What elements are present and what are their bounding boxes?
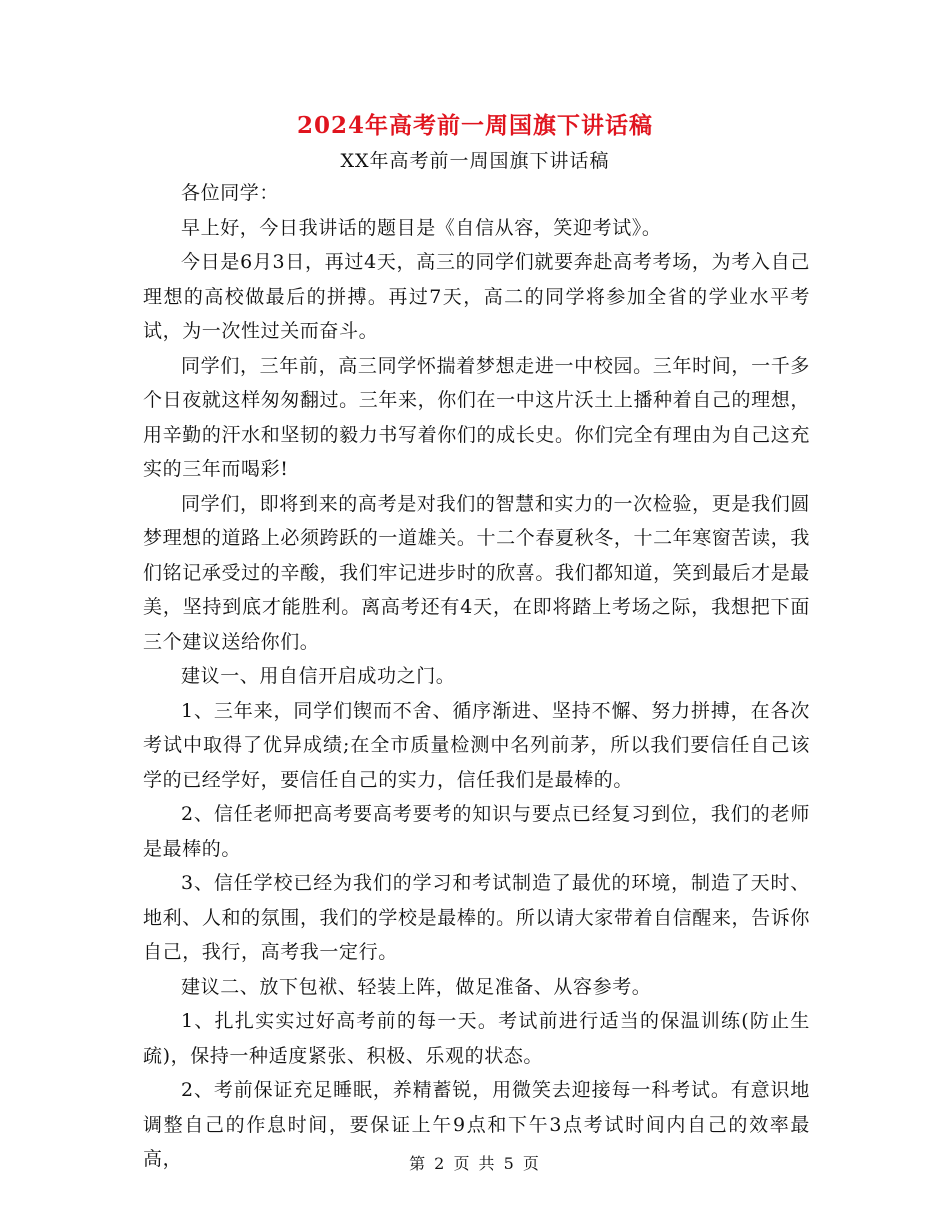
paragraph: 3、信任学校已经为我们的学习和考试制造了最优的环境，制造了天时、地利、人和的氛围，我们的学校是最棒的。所以请大家带着自信醒来，告诉你自己，我行，高考我一定行。 [143, 872, 810, 963]
paragraph: 今日是6月3日，再过4天，高三的同学们就要奔赴高考考场，为考入自己理想的高校做最后的拼搏。再过7天，高二的同学将参加全省的学业水平考试，为一次性过关而奋斗。 [143, 251, 810, 342]
paragraph: 2、考前保证充足睡眠，养精蓄锐，用微笑去迎接每一科考试。有意识地调整自己的作息时间，要保证上午9点和下午3点考试时间内自己的效率最高， [143, 1079, 810, 1170]
paragraph: 各位同学： [181, 182, 280, 204]
paragraph: 同学们，三年前，高三同学怀揣着梦想走进一中校园。三年时间，一千多个日夜就这样匆匆翻过。三年来，你们在一中这片沃土上播种着自己的理想，用辛勤的汗水和坚韧的毅力书写着你们的成长史。你们完全有理由为自己这充实的三年而喝彩! [143, 354, 810, 480]
paragraph: 2、信任老师把高考要高考要考的知识与要点已经复习到位，我们的老师是最棒的。 [143, 803, 810, 860]
paragraph: 1、扎扎实实过好高考前的每一天。考试前进行适当的保温训练(防止生疏)，保持一种适度紧张、积极、乐观的状态。 [143, 1010, 810, 1067]
paragraph: 早上好，今日我讲话的题目是《自信从容，笑迎考试》。 [181, 216, 662, 239]
paragraph: 1、三年来，同学们锲而不舍、循序渐进、坚持不懈、努力拼搏，在各次考试中取得了优异成绩;在全市质量检测中名列前茅，所以我们要信任自己该学的已经学好，要信任自己的实力，信任我们是最棒的。 [143, 699, 810, 791]
page-footer: 第 2 页 共 5 页 [409, 1154, 541, 1173]
paragraph: 同学们，即将到来的高考是对我们的智慧和实力的一次检验，更是我们圆梦理想的道路上必须跨跃的一道雄关。十二个春夏秋冬，十二年寒窗苦读，我们铭记承受过的辛酸，我们牢记进步时的欣喜。我们都知道，笑到最后才是最美，坚持到底才能胜利。离高考还有4天，在即将踏上考场之际，我想把下面三个建议送给你们。 [143, 492, 810, 653]
document-body [143, 176, 810, 1177]
paragraph: 建议一、用自信开启成功之门。 [181, 665, 456, 687]
paragraph: 建议二、放下包袱、轻装上阵，做足准备、从容参考。 [181, 975, 652, 998]
document-title: 2024年高考前一周国旗下讲话稿 [296, 112, 653, 139]
document-subtitle: XX年高考前一周国旗下讲话稿 [340, 150, 610, 172]
